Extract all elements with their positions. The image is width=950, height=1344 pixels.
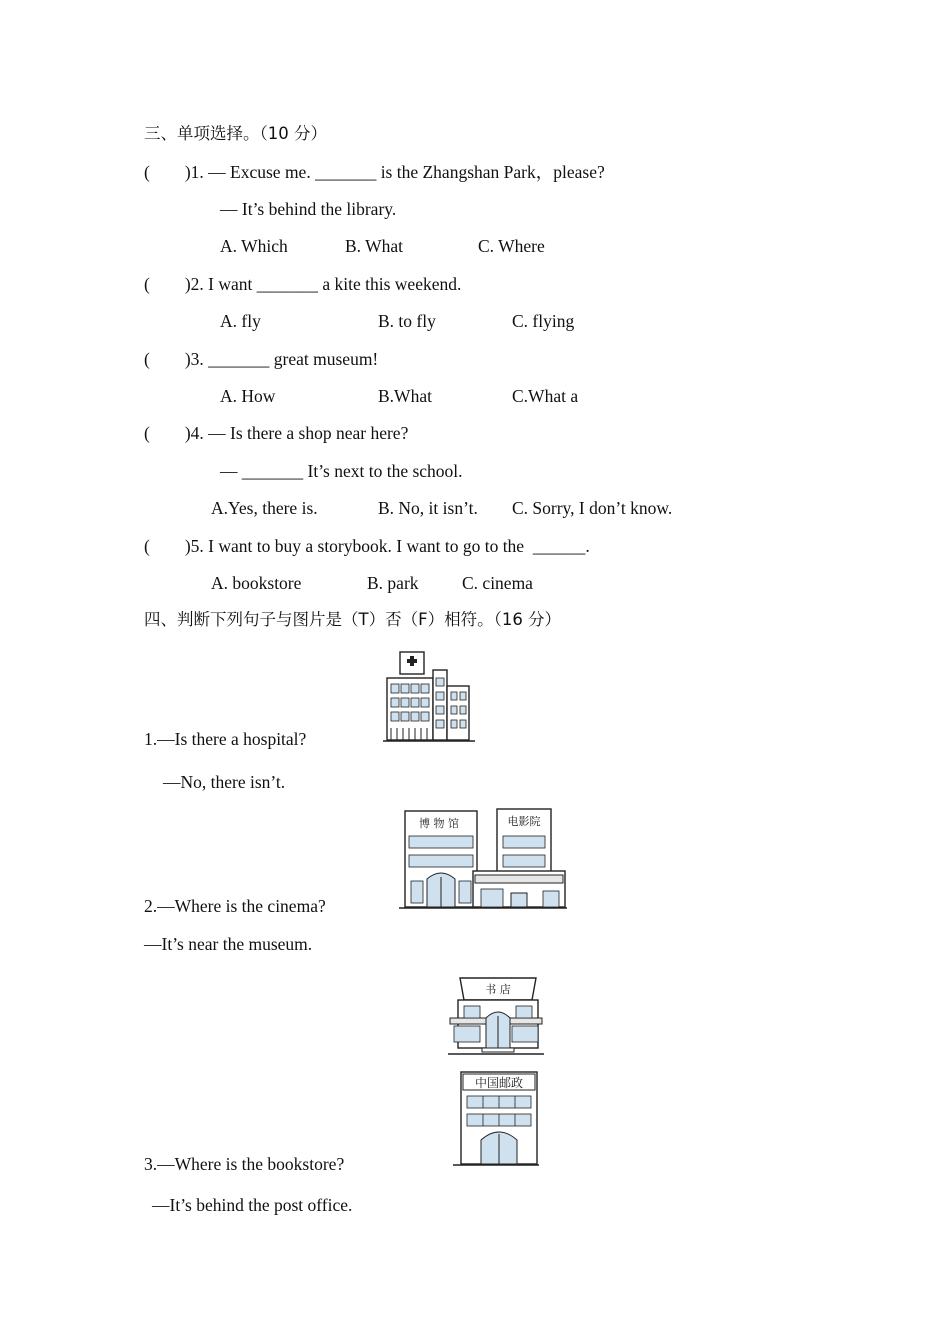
question-1-reply: — It’s behind the library. [220, 199, 397, 219]
question-4-option-a: A.Yes, there is. [211, 498, 318, 518]
question-3-option-a: A. How [220, 386, 276, 406]
question-3-option-b: B.What [378, 386, 432, 406]
question-5-option-c: C. cinema [462, 573, 533, 593]
question-4-stem: ( )4. — Is there a shop near here? [144, 423, 409, 443]
question-2-option-a: A. fly [220, 311, 261, 331]
item-2-question: 2.—Where is the cinema? [144, 896, 326, 916]
question-2-option-b: B. to fly [378, 311, 436, 331]
question-1-stem: ( )1. — Excuse me. _______ is the Zhangshan Park，please? [144, 162, 605, 182]
post-office-picture [451, 1068, 541, 1168]
item-3-question: 3.—Where is the bookstore? [144, 1154, 345, 1174]
bookstore-picture [446, 974, 546, 1058]
question-1-option-b: B. What [345, 236, 404, 256]
item-1-question: 1.—Is there a hospital? [144, 729, 307, 749]
bookstore-sign: 书 店 [485, 983, 511, 996]
question-5-option-b: B. park [367, 573, 419, 593]
question-5-option-a: A. bookstore [211, 573, 302, 593]
item-3-answer: —It’s behind the post office. [152, 1195, 353, 1215]
question-5-stem: ( )5. I want to buy a storybook. I want to go to the ______. [144, 536, 590, 556]
question-4-option-b: B. No, it isn’t. [378, 498, 478, 518]
question-1-option-a: A. Which [220, 236, 288, 256]
item-2-answer: —It’s near the museum. [144, 934, 313, 954]
question-2-option-c: C. flying [512, 311, 575, 331]
question-4-option-c: C. Sorry, I don’t know. [512, 498, 673, 518]
question-3-stem: ( )3. _______ great museum! [144, 349, 379, 369]
museum-sign: 博 物 馆 [419, 817, 459, 830]
cinema-sign: 电影院 [507, 815, 541, 828]
question-1-option-c: C. Where [478, 236, 545, 256]
question-3-option-c: C.What a [512, 386, 579, 406]
hospital-picture [383, 648, 479, 744]
section-3-title: 三、单项选择。（10 分） [144, 124, 327, 143]
museum-cinema-picture [399, 805, 569, 911]
post-office-sign: 中国邮政 [474, 1076, 524, 1090]
question-4-reply: — _______ It’s next to the school. [220, 461, 463, 481]
section-4-title: 四、判断下列句子与图片是（T）否（F）相符。（16 分） [144, 610, 562, 629]
item-1-answer: —No, there isn’t. [163, 772, 286, 792]
question-2-stem: ( )2. I want _______ a kite this weekend. [144, 274, 462, 294]
